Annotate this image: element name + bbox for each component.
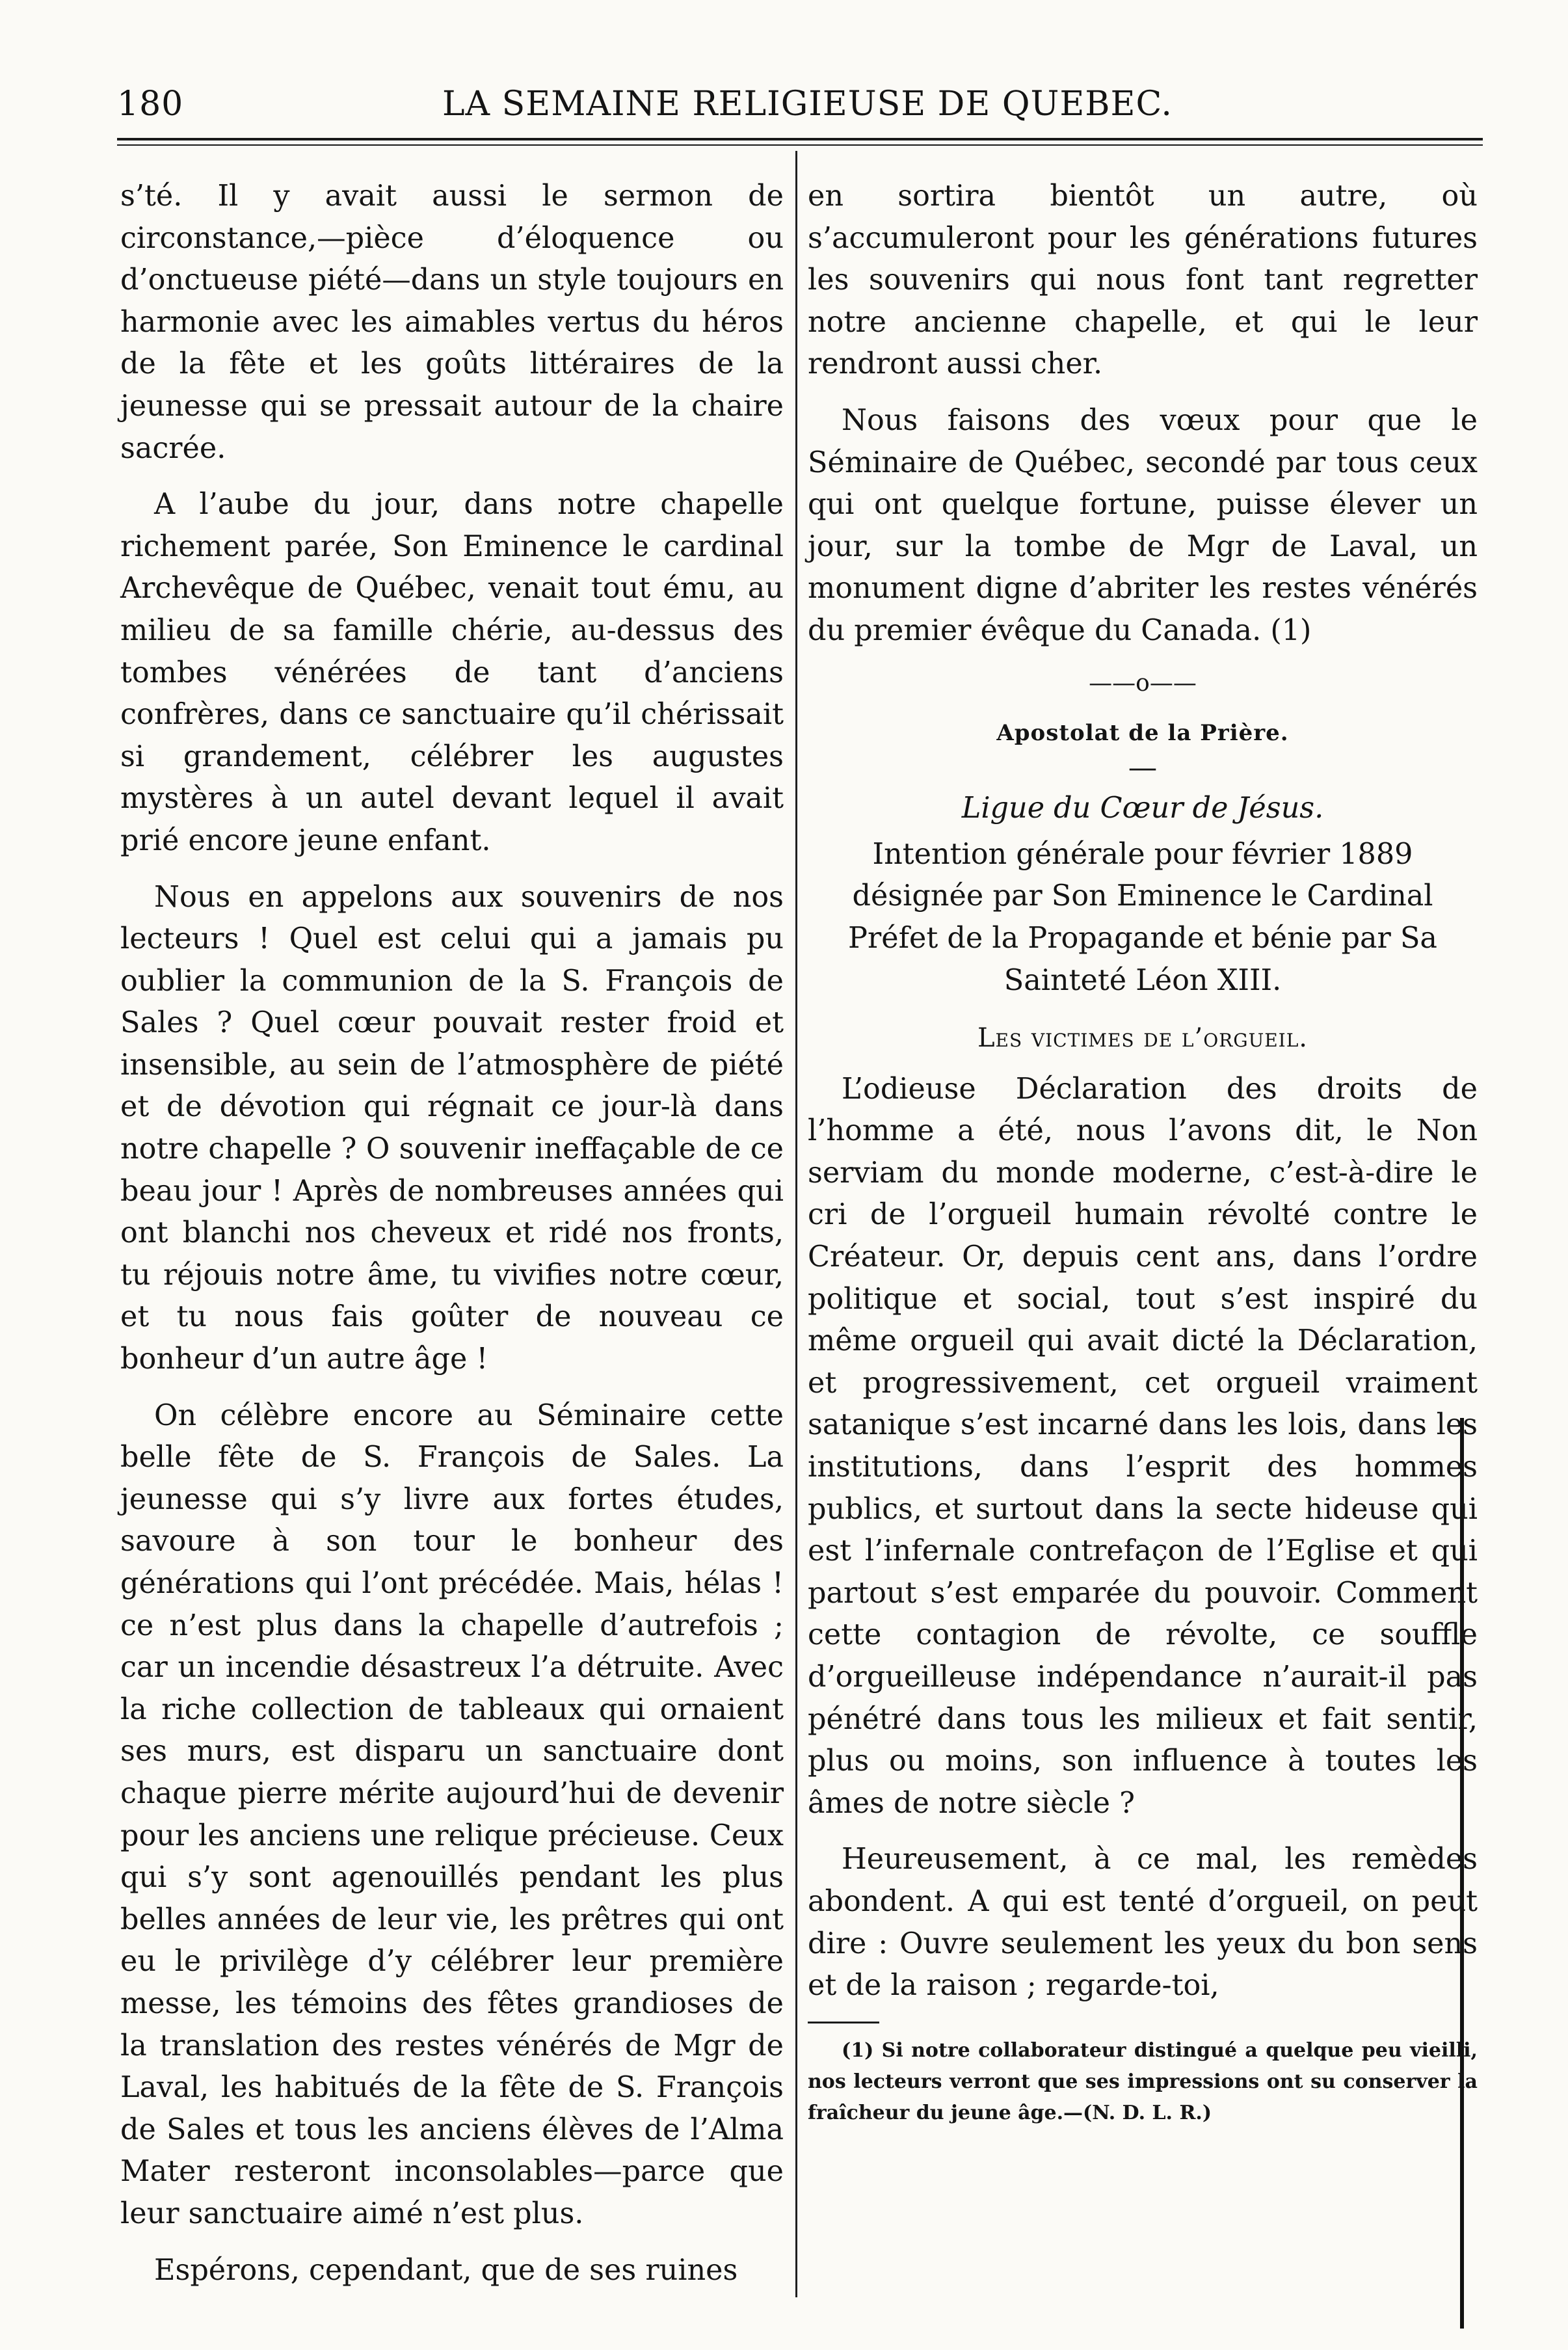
column-divider-rule [795,151,797,2297]
right-paragraph-1: en sortira bientôt un autre, où s’accumuleront pour les générations futures les souvenirs qui nous font tant regretter notre ancienne chapelle, et qui le leur rendront aussi cher. [808,180,1478,381]
section-divider: ——o—— [1089,669,1197,697]
article-title: Les victimes de l’orgueil. [977,1023,1309,1054]
left-paragraph-4: On célèbre encore au Séminaire cette belle fête de S. François de Sales. La jeunesse qui s’y livre aux fortes études, savoure à son tour le bonheur des générations qui l’ont précédée. Mais, hélas ! ce n’est plus dans la chapelle d’autrefois ; car un incendie désastreux l’a détruite. Avec la riche collection de tableaux qui ornaient ses murs, est disparu un sanctuaire dont chaque pierre mérite aujourd’hui de devenir pour les anciens une relique précieuse. Ceux qui s’y sont agenouillés pendant les plus belles années de leur vie, les prêtres qui ont eu le privilège d’y célébrer leur première messe, les témoins des fêtes grandioses de la translation des restes vénérés de Mgr de Laval, les habitués de la fête de S. François de Sales et tous les anciens élèves de l’Alma Mater resteront inconsolables—parce que leur sanctuaire aimé n’est plus. [120,1398,784,2230]
left-paragraph-1: s’té. Il y avait aussi le sermon de circonstance,—pièce d’éloquence ou d’onctueuse piété—dans un style toujours en harmonie avec les aimables vertus du héros de la fête et les goûts littéraires de la jeunesse qui se pressait autour de la chaire sacrée. [120,180,784,465]
header-rule [117,138,1483,146]
page-number: 180 [117,85,184,124]
right-paragraph-3: L’odieuse Déclaration des droits de l’homme a été, nous l’avons dit, le Non serviam du monde moderne, c’est-à-dire le cri de l’orgueil humain révolté contre le Créateur. Or, depuis cent ans, dans l’ordre politique et social, tout s’est inspiré du même orgueil qui avait dicté la Déclaration, et progressivement, cet orgueil vraiment satanique s’est incarné dans les lois, dans les institutions, dans l’esprit des hommes publics, et surtout dans la secte hideuse qui est l’infernale contrefaçon de l’Eglise et qui partout s’est emparée du pouvoir. Comment cette contagion de révolte, ce souffle d’orgueilleuse indépendance n’aurait-il pas pénétré dans tous les milieux et fait sentir, plus ou moins, son influence à toutes les âmes de notre siècle ? [808,1072,1478,1820]
right-paragraph-2: Nous faisons des vœux pour que le Séminaire de Québec, secondé par tous ceux qui ont quelque fortune, puisse élever un jour, sur la tombe de Mgr de Laval, un monument digne d’abriter les restes vénérés du premier évêque du Canada. (1) [808,403,1478,647]
section-title: Apostolat de la Prière. [996,719,1289,746]
intention-text: Intention générale pour février 1889 désignée par Son Eminence le Cardinal Préfet de la Propagande et bénie par Sa Sainteté Léon XIII. [848,837,1437,997]
left-column [120,176,784,2306]
footnote: (1) Si notre collaborateur distingué a quelque peu vieilli, nos lecteurs verront que ses impressions ont su conserver la fraîcheur du jeune âge.—(N. D. L. R.) [808,2038,1478,2124]
running-title: LA SEMAINE RELIGIEUSE DE QUEBEC. [442,85,1173,124]
section-dash: — [1128,751,1158,785]
section-subtitle: Ligue du Cœur de Jésus. [961,792,1324,825]
right-paragraph-4: Heureusement, à ce mal, les remèdes abondent. A qui est tenté d’orgueil, on peut dire : Ouvre seulement les yeux du bon sens et de la raison ; regarde-toi, [808,1843,1478,2003]
left-paragraph-3: Nous en appelons aux souvenirs de nos lecteurs ! Quel est celui qui a jamais pu oublier la communion de la S. François de Sales ? Quel cœur pouvait rester froid et insensible, au sein de l’atmosphère de piété et de dévotion qui régnait ce jour-là dans notre chapelle ? O souvenir ineffaçable de ce beau jour ! Après de nombreuses années qui ont blanchi nos cheveux et ridé nos fronts, tu réjouis notre âme, tu vivifies notre cœur, et tu nous fais goûter de nouveau ce bonheur d’un autre âge ! [120,880,784,1376]
right-column [808,176,1478,2143]
left-paragraph-2: A l’aube du jour, dans notre chapelle richement parée, Son Eminence le cardinal Archevêque de Québec, venait tout ému, au milieu de sa famille chérie, au-dessus des tombes vénérées de tant d’anciens confrères, dans ce sanctuaire qu’il chérissait si grandement, célébrer les augustes mystères à un autel devant lequel il avait prié encore jeune enfant. [120,488,784,857]
footnote-rule [808,2022,879,2023]
page-header [117,85,1489,137]
left-paragraph-5: Espérons, cependant, que de ses ruines [154,2253,738,2287]
